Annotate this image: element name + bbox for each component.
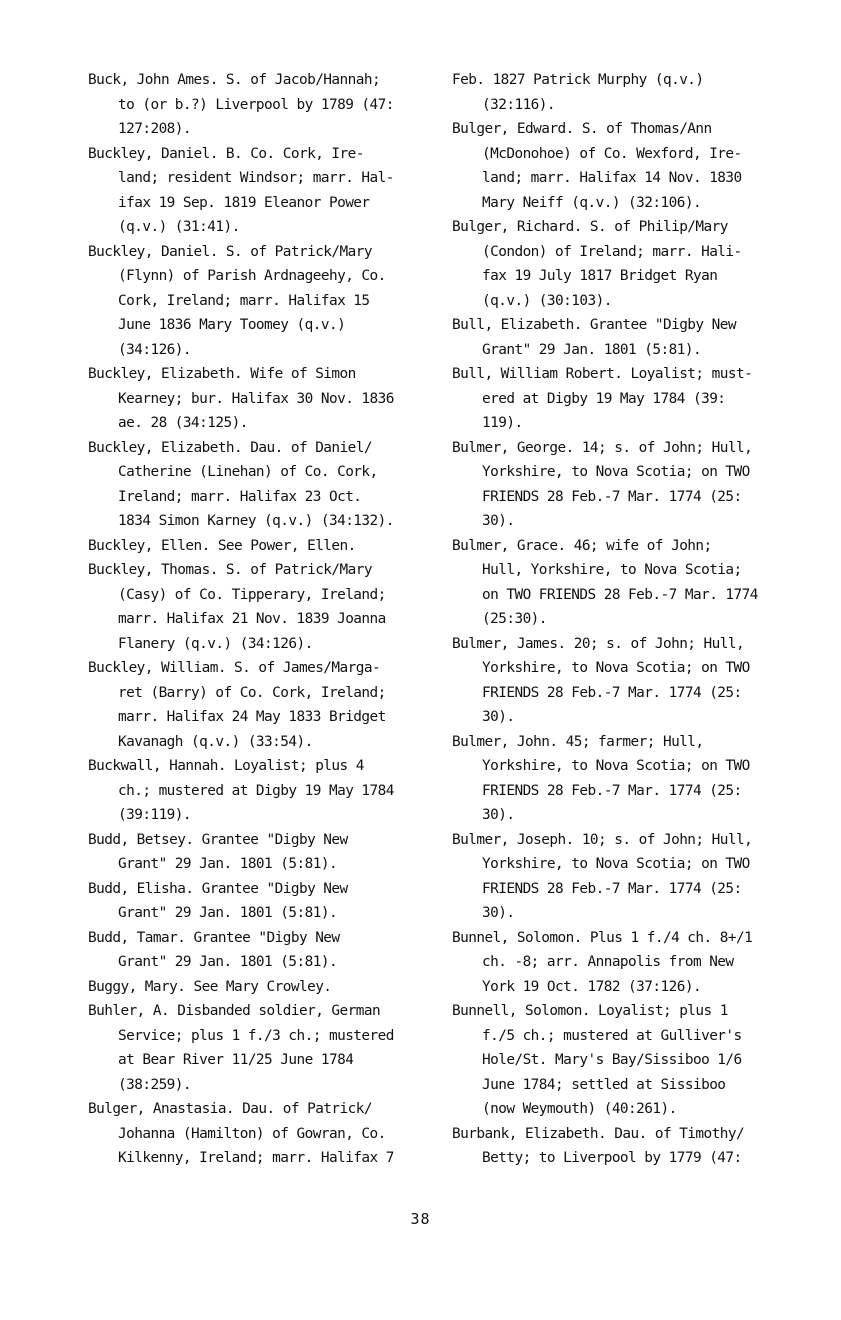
entry: Bull, Elizabeth. Grantee "Digby New Grant" 29 Jan. 1801 (5:81). bbox=[452, 317, 736, 358]
entry: Buck, John Ames. S. of Jacob/Hannah; to (or b.?) Liverpool by 1789 (47: 127:208). bbox=[88, 72, 394, 137]
entry: Buckley, Elizabeth. Wife of Simon Kearney; bur. Halifax 30 Nov. 1836 ae. 28 (34:125). bbox=[88, 366, 394, 431]
entry: Buckley, William. S. of James/Marga- ret (Barry) of Co. Cork, Ireland; marr. Halifax 24 May 1833 Bridget Kavanagh (q.v.) (33:54). bbox=[88, 660, 386, 750]
left-column bbox=[88, 68, 433, 1171]
entry: Bulmer, James. 20; s. of John; Hull, Yorkshire, to Nova Scotia; on TWO FRIENDS 28 Feb.-7 Mar. 1774 (25: 30). bbox=[452, 635, 750, 725]
entry: Budd, Tamar. Grantee "Digby New Grant" 29 Jan. 1801 (5:81). bbox=[88, 929, 340, 970]
entry: Bulmer, George. 14; s. of John; Hull, Yorkshire, to Nova Scotia; on TWO FRIENDS 28 Feb.-7 Mar. 1774 (25: 30). bbox=[452, 439, 753, 529]
entry: Buckwall, Hannah. Loyalist; plus 4 ch.; mustered at Digby 19 May 1784 (39:119). bbox=[88, 758, 394, 823]
entry: Budd, Betsey. Grantee "Digby New Grant" 29 Jan. 1801 (5:81). bbox=[88, 831, 348, 872]
entry: Bunnell, Solomon. Loyalist; plus 1 f./5 ch.; mustered at Gulliver's Hole/St. Mary's Bay/Sissiboo 1/6 June 1784; settled at Sissiboo (now Weymouth) (40:261). bbox=[452, 1003, 742, 1117]
entry: Bull, William Robert. Loyalist; must- ered at Digby 19 May 1784 (39: 119). bbox=[452, 366, 753, 431]
entry: Buckley, Elizabeth. Dau. of Daniel/ Catherine (Linehan) of Co. Cork, Ireland; marr. Halifax 23 Oct. 1834 Simon Karney (q.v.) (34:132). bbox=[88, 439, 394, 529]
entry: Bulmer, Grace. 46; wife of John; Hull, Yorkshire, to Nova Scotia; on TWO FRIENDS 28 Feb.-7 Mar. 1774 (25:30). bbox=[452, 537, 758, 627]
entry: Bunnel, Solomon. Plus 1 f./4 ch. 8+/1 ch. -8; arr. Annapolis from New York 19 Oct. 1782 (37:126). bbox=[452, 929, 753, 995]
entry: Budd, Elisha. Grantee "Digby New Grant" 29 Jan. 1801 (5:81). bbox=[88, 880, 348, 921]
entry: Buhler, A. Disbanded soldier, German Service; plus 1 f./3 ch.; mustered at Bear River 11/25 June 1784 (38:259). bbox=[88, 1003, 394, 1093]
entry: Feb. 1827 Patrick Murphy (q.v.) (32:116). bbox=[452, 72, 704, 113]
entry: Buggy, Mary. See Mary Crowley. bbox=[88, 978, 332, 995]
entry: Bulger, Richard. S. of Philip/Mary (Condon) of Ireland; marr. Hali- fax 19 July 1817 Bridget Ryan (q.v.) (30:103). bbox=[452, 219, 742, 309]
entry: Buckley, Daniel. S. of Patrick/Mary (Flynn) of Parish Ardnageehy, Co. Cork, Ireland; marr. Halifax 15 June 1836 Mary Toomey (q.v.) (34:126). bbox=[88, 243, 386, 358]
entry: Buckley, Daniel. B. Co. Cork, Ire- land; resident Windsor; marr. Hal- ifax 19 Sep. 1819 Eleanor Power (q.v.) (31:41). bbox=[88, 145, 394, 235]
entry: Bulmer, John. 45; farmer; Hull, Yorkshire, to Nova Scotia; on TWO FRIENDS 28 Feb.-7 Mar. 1774 (25: 30). bbox=[452, 733, 750, 823]
entry: Buckley, Thomas. S. of Patrick/Mary (Casy) of Co. Tipperary, Ireland; marr. Halifax 21 Nov. 1839 Joanna Flanery (q.v.) (34:126). bbox=[88, 562, 386, 652]
entry: Buckley, Ellen. See Power, Ellen. bbox=[88, 537, 356, 554]
entry: Bulger, Edward. S. of Thomas/Ann (McDonohoe) of Co. Wexford, Ire- land; marr. Halifax 14 Nov. 1830 Mary Neiff (q.v.) (32:106). bbox=[452, 121, 742, 211]
entry: Burbank, Elizabeth. Dau. of Timothy/ Betty; to Liverpool by 1779 (47: bbox=[452, 1125, 745, 1166]
entry: Bulger, Anastasia. Dau. of Patrick/ Johanna (Hamilton) of Gowran, Co. Kilkenny, Ireland; marr. Halifax 7 bbox=[88, 1101, 394, 1166]
right-column bbox=[452, 68, 797, 1171]
page-number: 38 bbox=[410, 1210, 431, 1228]
entry: Bulmer, Joseph. 10; s. of John; Hull, Yorkshire, to Nova Scotia; on TWO FRIENDS 28 Feb.-7 Mar. 1774 (25: 30). bbox=[452, 831, 753, 921]
